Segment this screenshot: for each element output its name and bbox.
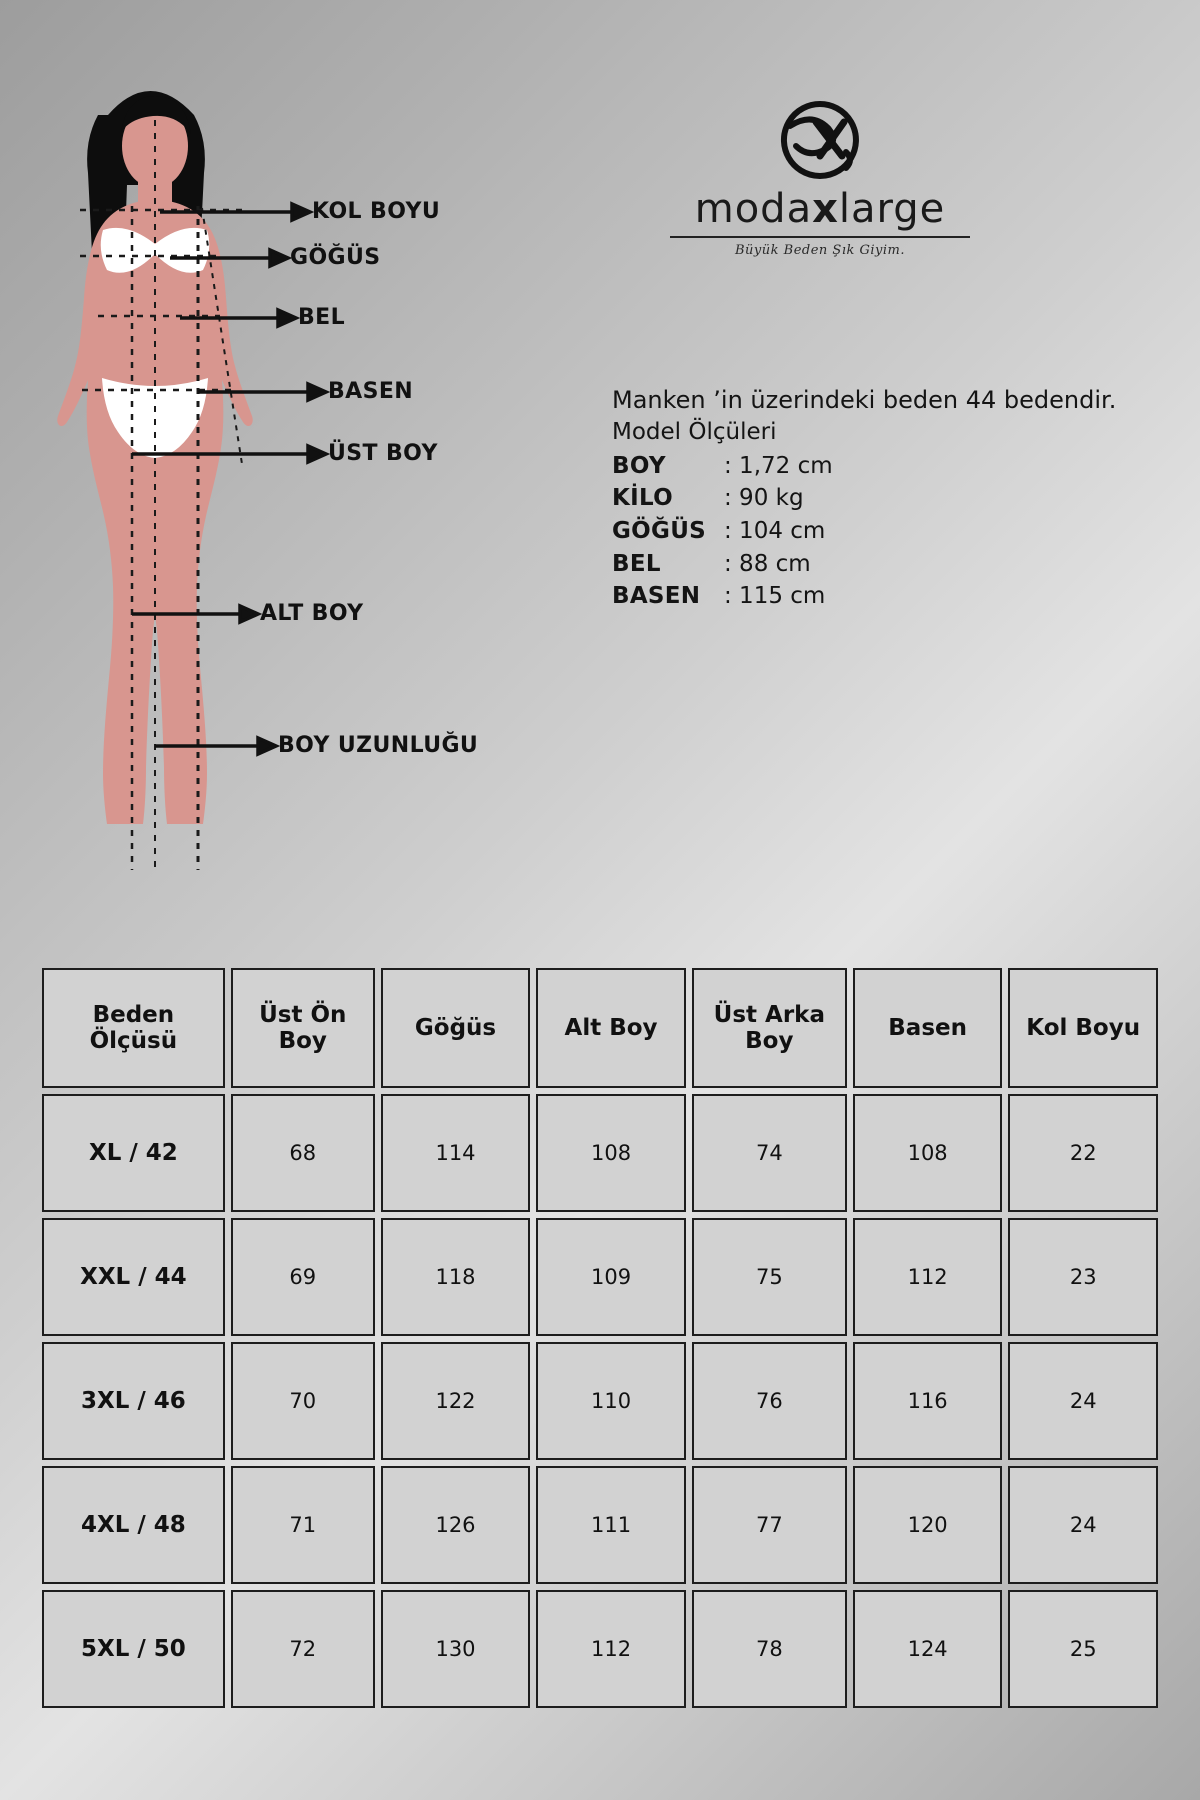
brand-tagline: Büyük Beden Şık Giyim.: [735, 243, 905, 258]
column-header-beden-olcusu: Beden Ölçüsü: [42, 968, 225, 1088]
row-size-label: XL / 42: [42, 1094, 225, 1212]
column-header-basen: Basen: [853, 968, 1003, 1088]
cell-alt-boy: 108: [536, 1094, 686, 1212]
table-row: [42, 1218, 1158, 1336]
callout-label: KOL BOYU: [312, 198, 441, 224]
cell-alt-boy: 112: [536, 1590, 686, 1708]
size-table-wrap: [36, 962, 1164, 1714]
row-size-label: 3XL / 46: [42, 1342, 225, 1460]
brand-name: [630, 186, 1010, 232]
model-figure: [20, 60, 540, 940]
callout-kol-boyu: [312, 198, 440, 224]
cell-kol-boyu: 22: [1008, 1094, 1158, 1212]
cell-ust-on-boy: 70: [231, 1342, 375, 1460]
cell-ust-arka-boy: 77: [692, 1466, 847, 1584]
table-row: [42, 1342, 1158, 1460]
callout-label: ÜST BOY: [328, 440, 438, 466]
size-table-body: [42, 1094, 1158, 1708]
callout-bel: [298, 304, 345, 330]
table-row: [42, 1094, 1158, 1212]
cell-basen: 108: [853, 1094, 1003, 1212]
measure-value: : 88 cm: [724, 550, 811, 577]
cell-kol-boyu: 25: [1008, 1590, 1158, 1708]
cell-ust-on-boy: 69: [231, 1218, 375, 1336]
cell-gogus: 126: [381, 1466, 531, 1584]
callout-boy-uzunlugu: [278, 732, 478, 758]
row-size-label: 4XL / 48: [42, 1466, 225, 1584]
cell-gogus: 118: [381, 1218, 531, 1336]
cell-ust-arka-boy: 75: [692, 1218, 847, 1336]
measure-value: : 115 cm: [724, 583, 826, 610]
brand-logo: [630, 100, 1010, 258]
callout-label: BASEN: [328, 378, 414, 404]
column-header-ust-on-boy: Üst Ön Boy: [231, 968, 375, 1088]
cell-alt-boy: 110: [536, 1342, 686, 1460]
table-row: [42, 1590, 1158, 1708]
model-measure-row: [612, 580, 1152, 613]
model-measure-row: [612, 515, 1152, 548]
cell-ust-arka-boy: 76: [692, 1342, 847, 1460]
callout-gogus: [290, 244, 381, 270]
callout-alt-boy: [260, 600, 364, 626]
callout-label: BOY UZUNLUĞU: [278, 732, 479, 758]
column-header-gogus: Göğüs: [381, 968, 531, 1088]
callout-label: ALT BOY: [260, 600, 364, 626]
column-header-ust-arka-boy: Üst Arka Boy: [692, 968, 847, 1088]
brand-name-x: x: [812, 186, 839, 232]
table-header-row: [42, 968, 1158, 1088]
cell-gogus: 130: [381, 1590, 531, 1708]
cell-kol-boyu: 23: [1008, 1218, 1158, 1336]
measure-value: : 1,72 cm: [724, 452, 833, 479]
size-table: [36, 962, 1164, 1714]
size-table-head: [42, 968, 1158, 1088]
cell-ust-arka-boy: 78: [692, 1590, 847, 1708]
cell-alt-boy: 109: [536, 1218, 686, 1336]
measure-label: BEL: [612, 550, 661, 577]
cell-basen: 116: [853, 1342, 1003, 1460]
model-subtitle: Model Ölçüleri: [612, 418, 777, 445]
row-size-label: 5XL / 50: [42, 1590, 225, 1708]
table-row: [42, 1466, 1158, 1584]
cell-alt-boy: 111: [536, 1466, 686, 1584]
model-measure-row: [612, 482, 1152, 515]
brand-name-left: moda: [694, 186, 813, 232]
cell-ust-on-boy: 68: [231, 1094, 375, 1212]
cell-ust-on-boy: 71: [231, 1466, 375, 1584]
cell-ust-on-boy: 72: [231, 1590, 375, 1708]
column-header-kol-boyu: Kol Boyu: [1008, 968, 1158, 1088]
model-headline: Manken ’in üzerindeki beden 44 bedendir.: [612, 386, 1117, 414]
cell-ust-arka-boy: 74: [692, 1094, 847, 1212]
measure-label: GÖĞÜS: [612, 517, 707, 544]
callout-basen: [328, 378, 413, 404]
column-header-alt-boy: Alt Boy: [536, 968, 686, 1088]
cell-kol-boyu: 24: [1008, 1342, 1158, 1460]
measure-label: BASEN: [612, 583, 701, 610]
row-size-label: XXL / 44: [42, 1218, 225, 1336]
cell-kol-boyu: 24: [1008, 1466, 1158, 1584]
measure-value: : 90 kg: [724, 485, 804, 512]
brand-name-right: large: [838, 186, 946, 232]
measure-label: KİLO: [612, 485, 673, 512]
model-info-block: [612, 385, 1152, 613]
measure-label: BOY: [612, 452, 666, 479]
cell-gogus: 122: [381, 1342, 531, 1460]
cell-basen: 124: [853, 1590, 1003, 1708]
measure-value: : 104 cm: [724, 517, 826, 544]
cell-basen: 112: [853, 1218, 1003, 1336]
brand-divider: [670, 236, 970, 238]
model-measure-row: [612, 450, 1152, 483]
cell-basen: 120: [853, 1466, 1003, 1584]
callout-ust-boy: [328, 440, 438, 466]
logo-mark-icon: [772, 100, 868, 180]
callout-label: BEL: [298, 304, 346, 330]
callout-label: GÖĞÜS: [290, 244, 381, 270]
model-measure-row: [612, 548, 1152, 581]
cell-gogus: 114: [381, 1094, 531, 1212]
